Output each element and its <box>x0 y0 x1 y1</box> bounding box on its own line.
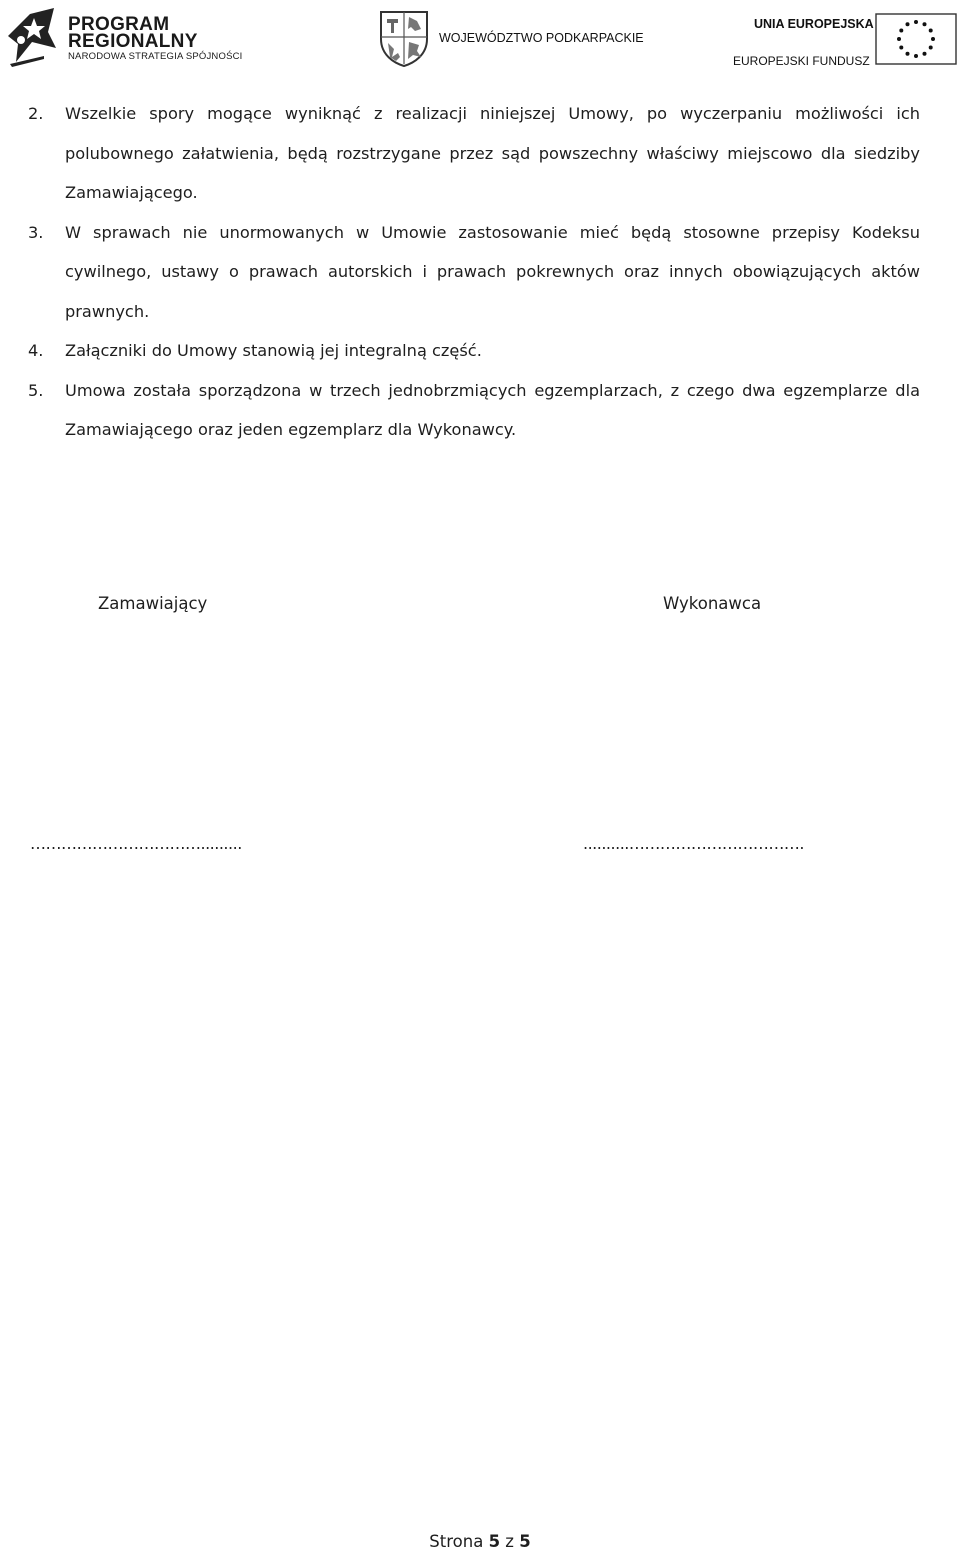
program-regionalny-logo-icon <box>4 2 62 68</box>
signature-label-wykonawca: Wykonawca <box>663 594 762 613</box>
eu-title: UNIA EUROPEJSKA <box>754 17 874 31</box>
signature-line-right: ..........……………………………. <box>583 834 804 853</box>
program-logo-text <box>68 16 243 64</box>
page-footer <box>0 1532 960 1551</box>
region-name: WOJEWÓDZTWO PODKARPACKIE <box>439 31 644 45</box>
program-logo-line1: PROGRAM <box>68 14 170 35</box>
clause-text: Załączniki do Umowy stanowią jej integralną część. <box>65 341 482 360</box>
program-logo-line2: REGIONALNY <box>68 31 198 52</box>
program-logo-line3: NARODOWA STRATEGIA SPÓJNOŚCI <box>68 51 243 62</box>
clause-text: W sprawach nie unormowanych w Umowie zastosowanie mieć będą stosowne przepisy Kodeksu cywilnego, ustawy o prawach autorskich i prawach pokrewnych oraz innych obowiązujących aktów prawnych. <box>65 222 920 321</box>
contract-clauses <box>28 94 920 450</box>
podkarpackie-crest-icon <box>378 9 430 67</box>
clause-number: 5. <box>28 380 44 400</box>
clause-5 <box>28 371 920 450</box>
footer-total-pages: 5 <box>519 1532 531 1551</box>
clause-text: Umowa została sporządzona w trzech jednobrzmiących egzemplarzach, z czego dwa egzemplarze dla Zamawiającego oraz jeden egzemplarz dla Wykonawcy. <box>65 380 920 439</box>
clause-number: 2. <box>28 104 44 123</box>
eu-fund-label: EUROPEJSKI FUNDUSZ <box>733 54 870 68</box>
signature-line-left: ……………………………......... <box>30 834 242 853</box>
clause-number: 4. <box>28 341 44 360</box>
clause-3 <box>28 213 920 332</box>
eu-flag-icon <box>875 13 957 65</box>
signature-label-zamawiajacy: Zamawiający <box>98 594 208 613</box>
page-header <box>0 0 960 80</box>
clause-number: 3. <box>28 222 44 242</box>
clause-4 <box>28 331 920 371</box>
clause-text: Wszelkie spory mogące wyniknąć z realizacji niniejszej Umowy, po wyczerpaniu możliwości ich polubownego załatwienia, będą rozstrzygane przez sąd powszechny właściwy miejscowo dla siedziby Zamawiającego. <box>65 104 920 202</box>
footer-prefix: Strona <box>429 1532 484 1551</box>
footer-page-number: 5 <box>488 1532 501 1551</box>
clause-2 <box>28 94 920 213</box>
footer-of: z <box>505 1532 514 1551</box>
